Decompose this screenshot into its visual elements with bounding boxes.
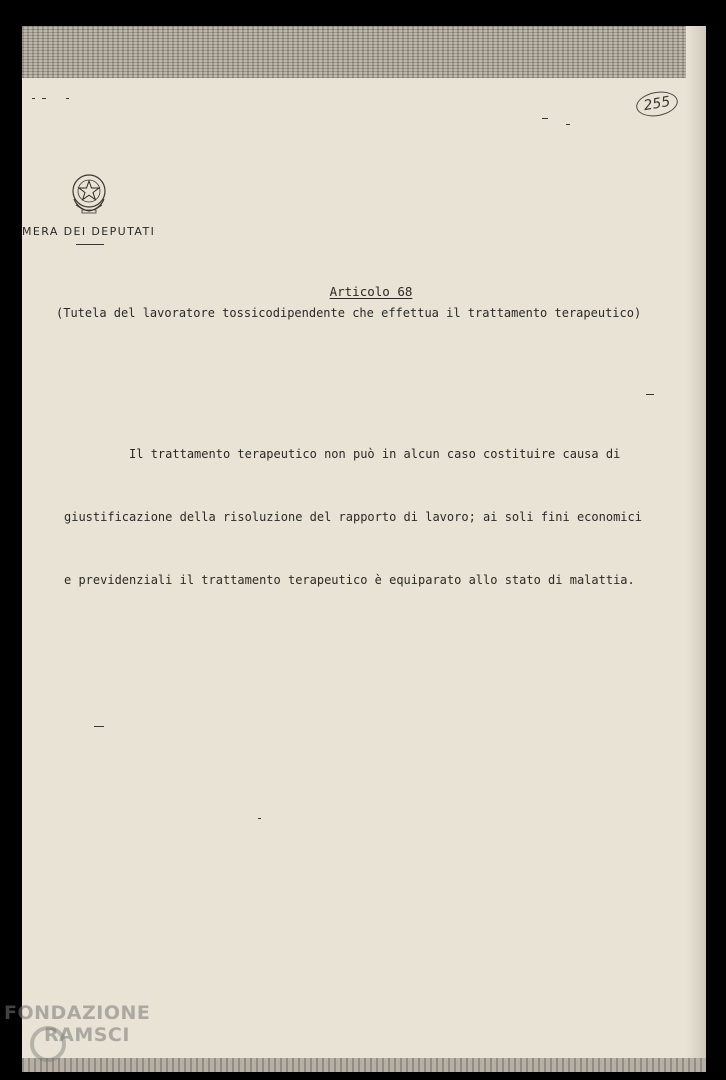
- scan-speck: [42, 98, 46, 99]
- scan-speck: [258, 818, 261, 819]
- watermark-line-2: RAMSCI: [44, 1024, 130, 1046]
- scan-edge-right: [686, 26, 706, 1072]
- article-body-line: e previdenziali il trattamento terapeutico è equiparato allo stato di malattia.: [64, 573, 635, 587]
- scan-speck: [66, 98, 69, 99]
- article-body-line: giustificazione della risoluzione del rapporto di lavoro; ai soli fini economici: [64, 510, 642, 524]
- scan-speck: [646, 394, 654, 395]
- scan-speck: [94, 726, 104, 727]
- article-body: [64, 402, 642, 633]
- article-body-line: Il trattamento terapeutico non può in alcun caso costituire causa di: [64, 447, 621, 461]
- watermark-line-1: FONDAZIONE: [4, 1002, 151, 1024]
- scan-edge-top: [22, 26, 706, 78]
- chamber-name: MERA DEI DEPUTATI: [22, 225, 156, 238]
- scan-edge-bottom: [22, 1058, 706, 1072]
- document-page: [22, 26, 706, 1072]
- page-number: 255: [634, 89, 680, 120]
- article-subtitle: (Tutela del lavoratore tossicodipendente che effettua il trattamento terapeutico): [56, 306, 642, 320]
- scan-speck: [542, 118, 548, 119]
- scan-speck: [566, 124, 570, 125]
- article-title: Articolo 68: [329, 284, 413, 299]
- archive-watermark: [4, 1002, 150, 1046]
- chamber-underline: [76, 244, 104, 245]
- scan-speck: [32, 98, 35, 99]
- italian-republic-emblem-icon: [68, 171, 110, 215]
